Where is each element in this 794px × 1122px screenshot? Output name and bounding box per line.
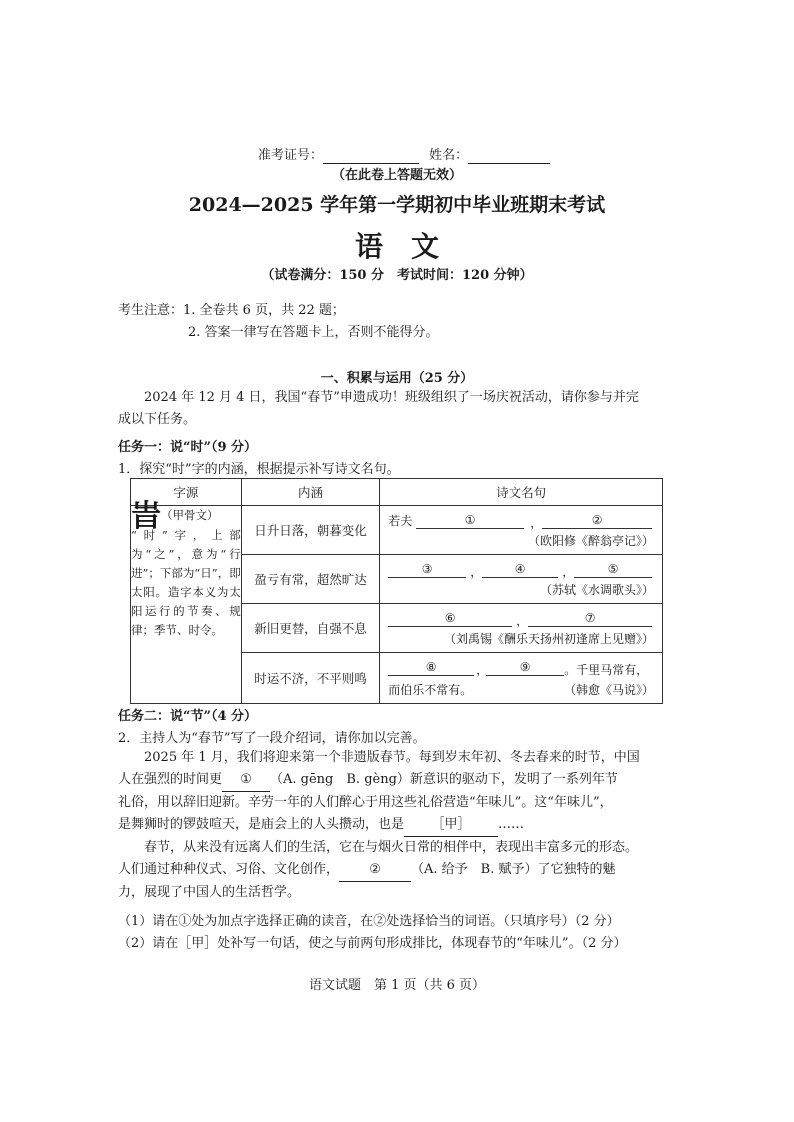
- passage: [118, 747, 678, 904]
- meaning-cell: 时运不济，不平则鸣: [241, 653, 379, 704]
- comma: ，: [470, 565, 483, 579]
- invalid-note: （在此卷上答题无效）: [331, 168, 462, 183]
- intro-line-1: 2024 年 12 月 4 日，我国“春节”申遗成功！班级组织了一场庆祝活动，请你参与并完: [144, 390, 639, 405]
- question-1: 1．探究“时”字的内涵，根据提示补写诗文名句。: [118, 462, 400, 477]
- passage-line: 2025 年 1 月，我们将迎来第一个非遗版春节。每到岁末年初、冬去春来的时节，中国: [144, 750, 640, 765]
- blank-3: ③: [388, 561, 466, 578]
- passage-text: 人在强烈的时间更: [118, 772, 223, 787]
- meaning-cell: 新旧更替，自强不息: [241, 604, 379, 653]
- notice-item-2: 2. 答案一律写在答题卡上，否则不能得分。: [188, 325, 439, 340]
- verse-line-2: 而伯乐不常有。: [388, 683, 473, 697]
- passage-text: （A. gēng B. gèng）新意识的驱动下，发明了一系列年节: [270, 772, 618, 787]
- blank-8: ⑧: [388, 659, 474, 676]
- passage-line: [118, 859, 678, 882]
- header-fields: [258, 144, 558, 164]
- page-footer: 语文试题 第 1 页（共 6 页）: [308, 978, 486, 993]
- subject-title: 语 文: [354, 230, 439, 263]
- verse-tail: 。千里马常有，: [564, 663, 649, 677]
- intro-line-2: 成以下任务。: [118, 412, 197, 427]
- verse-author: （苏轼《水调歌头》）: [539, 583, 654, 597]
- passage-text: 是舞狮时的锣鼓喧天，是庙会上的人头攒动，也是: [118, 817, 405, 832]
- passage-text: （A. 给予 B. 赋予）了它独特的魅: [411, 862, 616, 877]
- notice: [118, 299, 345, 318]
- passage-line: 力，展现了中国人的生活哲学。: [118, 885, 301, 900]
- source-explanation: “时”字，上部为“之”，意为“行进”；下部为“日”，即太阳。造字本义为太阳运行的节奏、规律；季节、时令。: [131, 527, 241, 637]
- notice-item-1: 1. 全卷共 6 页，共 22 题；: [183, 303, 345, 318]
- verse-cell: [380, 555, 663, 604]
- exam-meta: （试卷满分：150 分 考试时间：120 分钟）: [261, 268, 533, 283]
- blank-5: ⑤: [574, 561, 652, 578]
- comma: ，: [516, 614, 529, 628]
- col-header-verse: 诗文名句: [380, 479, 663, 506]
- passage-line: [118, 769, 678, 792]
- question-2: 2．主持人为“春节”写了一段介绍词，请你加以完善。: [118, 731, 426, 746]
- verse-author: （欧阳修《醉翁亭记》）: [527, 534, 654, 548]
- exam-title: 2024—2025 学年第一学期初中毕业班期末考试: [188, 194, 606, 216]
- blank-4: ④: [482, 561, 558, 578]
- source-cell: [131, 498, 242, 704]
- passage-text: 人们通过种种仪式、习俗、文化创作，: [118, 862, 340, 877]
- blank-1: ①: [416, 512, 524, 529]
- meaning-cell: 盈亏有常，超然旷达: [241, 555, 379, 604]
- name-blank: [468, 148, 550, 164]
- sub-question-1: （1）请在①处为加点字选择正确的读音，在②处选择恰当的词语。（只填序号）（2 分）: [118, 914, 620, 929]
- passage-text: ……: [498, 817, 525, 832]
- verse-cell: [380, 604, 663, 653]
- verse-cell: [380, 653, 663, 704]
- passage-blank-jia: ［甲］: [404, 814, 498, 837]
- comma: ，: [530, 516, 543, 530]
- blank-2: ②: [542, 512, 652, 529]
- oracle-glyph: 旹: [131, 498, 161, 534]
- passage-blank-2: ②: [339, 859, 411, 882]
- notice-label: 考生注意：: [118, 303, 184, 318]
- name-label: 姓名：: [429, 148, 469, 163]
- verse-author: （刘禹锡《酬乐天扬州初逢席上见赠》）: [443, 632, 654, 646]
- passage-line: 礼俗，用以辞旧迎新。辛劳一年的人们醉心于用这些礼俗营造“年味儿”。这“年味儿”，: [118, 795, 613, 810]
- passage-line: 春节，从来没有远离人们的生活，它在与烟火日常的相伴中，表现出丰富多元的形态。: [144, 840, 639, 855]
- col-header-source: 字源: [131, 479, 242, 506]
- verse-author: （韩愈《马说》）: [563, 683, 654, 697]
- comma: ，: [562, 565, 575, 579]
- task2-title: 任务二：说“节”（4 分）: [118, 709, 258, 724]
- section-title: 一、积累与运用（25 分）: [320, 371, 474, 386]
- glyph-caption: （甲骨文）: [161, 508, 219, 522]
- passage-line: [118, 814, 678, 837]
- blank-6: ⑥: [388, 610, 512, 627]
- task1-title: 任务一：说“时”（9 分）: [118, 440, 258, 455]
- exam-no-blank: [323, 148, 419, 164]
- comma: ，: [476, 663, 489, 677]
- exam-no-label: 准考证号：: [258, 148, 324, 163]
- verse-prefix: 若夫: [388, 514, 413, 528]
- sub-question-2: （2）请在［甲］处补写一句话，使之与前两句形成排比，体现春节的“年味儿”。（2 分）: [118, 936, 627, 951]
- blank-7: ⑦: [528, 610, 652, 627]
- poem-table: [130, 478, 663, 704]
- meaning-cell: 日升日落，朝暮变化: [241, 506, 379, 555]
- blank-9: ⑨: [486, 659, 564, 676]
- verse-cell: [380, 506, 663, 555]
- passage-blank-1: ①: [222, 769, 270, 792]
- col-header-meaning: 内涵: [241, 479, 379, 506]
- section-intro: [118, 387, 678, 431]
